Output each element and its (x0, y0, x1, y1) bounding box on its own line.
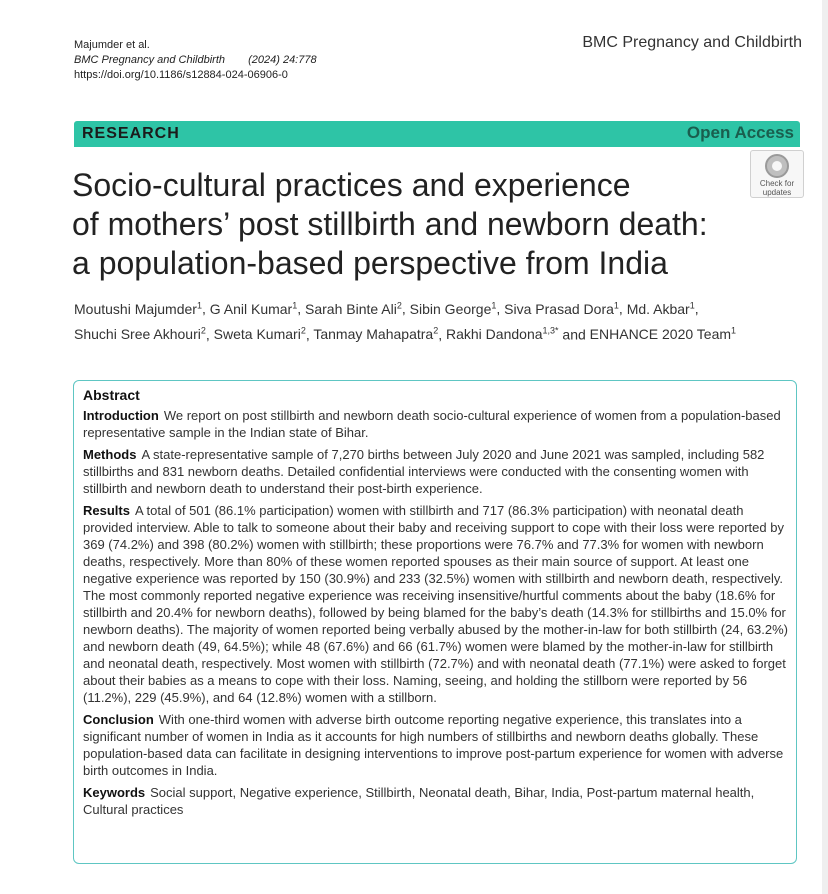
author-label: G Anil Kumar (209, 300, 293, 317)
check-badge-text: updates (762, 188, 792, 197)
affiliation-marker: 1 (491, 300, 497, 310)
author-label: Shuchi Sree Akhouri (74, 326, 201, 343)
section-text: A state-representative sample of 7,270 births between July 2020 and June 2021 was sampled, including 582 stillbirths and 831 newborn deaths. Detailed confidential interviews were conducted with the consenting women with stillbirth and newborn death to understand their post-birth experience. (83, 447, 765, 496)
author-label: ENHANCE 2020 Team (589, 326, 732, 343)
article-type: RESEARCH (82, 125, 180, 142)
open-access-label: Open Access (686, 123, 794, 142)
affiliation-marker: 2 (396, 300, 402, 310)
check-updates-icon (765, 154, 789, 178)
doi-link[interactable]: https://doi.org/10.1186/s12884-024-06906-0 (74, 69, 288, 81)
author-label: Tanmay Mahapatra (313, 326, 434, 343)
author-label: Sibin George (409, 300, 492, 317)
section-text: Social support, Negative experience, Stillbirth, Neonatal death, Bihar, India, Post-partum maternal health, Cultural practices (83, 785, 755, 817)
author-name[interactable] (74, 326, 206, 342)
section-label: Introduction (83, 408, 159, 423)
author-name[interactable] (74, 301, 202, 317)
author-name[interactable] (210, 301, 298, 317)
journal-citation (74, 53, 317, 68)
check-badge-text: Check for (759, 179, 795, 188)
section-text: With one-third women with adverse birth outcome reporting negative experience, this translates into a significant number of women in India as it accounts for high numbers of stillbirths and newborn deaths globally. These population-based data can facilitate in designing interventions to improve post-partum experience for women with adverse birth outcomes in India. (83, 712, 784, 778)
author-name[interactable] (214, 326, 306, 342)
section-label: Conclusion (83, 712, 154, 727)
affiliation-marker: 1 (613, 300, 619, 310)
abstract-methods (83, 446, 788, 497)
abstract-heading: Abstract (83, 387, 140, 403)
abstract-keywords (83, 784, 788, 818)
abstract-conclusion (83, 711, 788, 779)
author-label: Md. Akbar (626, 300, 690, 317)
affiliation-marker: 2 (433, 325, 439, 336)
abstract-box (73, 380, 797, 864)
section-label: Keywords (83, 785, 146, 800)
section-label: Results (83, 503, 130, 518)
author-name[interactable] (313, 326, 438, 342)
affiliation-marker: 2 (300, 325, 306, 336)
author-label: Sweta Kumari (213, 326, 301, 343)
abstract-introduction (83, 407, 788, 441)
affiliation-marker: 1 (731, 325, 737, 336)
abstract-results (83, 502, 788, 706)
affiliation-marker: 2 (200, 325, 206, 336)
research-banner (74, 121, 800, 147)
author-label: Moutushi Majumder (74, 300, 197, 317)
check-for-updates-button[interactable] (750, 150, 804, 198)
author-name[interactable] (446, 326, 559, 342)
title-line: of mothers’ post stillbirth and newborn death: (72, 206, 708, 242)
page-edge (822, 0, 828, 894)
section-label: Methods (83, 447, 137, 462)
author-name[interactable] (410, 301, 497, 317)
journal-name: BMC Pregnancy and Childbirth (74, 54, 226, 66)
year-volume: (2024) 24:778 (248, 54, 317, 66)
author-name[interactable] (305, 301, 402, 317)
section-text: A total of 501 (86.1% participation) women with stillbirth and 717 (86.3% participation) with neonatal death provided interview. Able to talk to someone about their baby and receiving support to cope with their loss were reported by 369 (74.2%) and 398 (80.2%) women with stillbirth; these proportions were 76.7% and 77.3% for women with newborn deaths, respectively. More than 80% of these women reported spouses as their main source of support. At least one negative experience was reported by 150 (30.9%) and 233 (32.5%) women with stillbirth and newborn death, respectively. The most commonly reported negative experience was receiving insensitive/hurtful comments about the baby (18.6% for stillbirth and 20.4% for newborn deaths), followed by being blamed for the baby’s death (14.3% for stillbirths and 15.0% for newborn deaths). The majority of women reported being verbally abused by the mother-in-law for both stillbirth (24, 63.2%) and newborn death (49, 64.5%); while 48 (67.6%) and 66 (61.7%) women were blamed by the mother-in-law for stillbirth and neonatal death, respectively. Most women with stillbirth (72.7%) and with neonatal death (77.1%) were asked to forget about their babies as a means to cope with their loss. Naming, seeing, and holding the stillborn were reported by 56 (11.2%), 229 (45.9%), and 64 (12.8%) women with a stillborn. (83, 503, 789, 705)
title-line: Socio-cultural practices and experience (72, 167, 631, 203)
affiliation-marker: 1 (292, 300, 298, 310)
author-label: Siva Prasad Dora (504, 300, 614, 317)
article-meta (74, 38, 317, 83)
affiliation-marker: 1,3* (542, 325, 559, 336)
article-title (72, 166, 772, 283)
title-line: a population-based perspective from India (72, 245, 668, 281)
author-label: Rakhi Dandona (446, 326, 543, 343)
journal-brand: BMC Pregnancy and Childbirth (582, 34, 802, 51)
section-text: We report on post stillbirth and newborn death socio-cultural experience of women from a population-based representative sample in the Indian state of Bihar. (83, 408, 781, 440)
author-name[interactable] (627, 301, 695, 317)
affiliation-marker: 1 (196, 300, 202, 310)
author-label: Sarah Binte Ali (305, 300, 397, 317)
author-name[interactable] (590, 326, 736, 342)
short-authors: Majumder et al. (74, 39, 150, 51)
affiliation-marker: 1 (689, 300, 695, 310)
author-list: Moutushi Majumder$^1$, G Anil Kumar$^1$, Sarah Binte Ali$^2$, Sibin George$^1$, Siva Prasad Dora$^1$, Md. Akbar$^1$, Shuchi Sree Akhouri$^2$, Sweta Kumari$^2$, Tanmay Mahapatra$^2$, Rakhi Dandona$^{1,3*}$ and ENHANCE 2020 Team$^1$ (74, 300, 737, 343)
author-name[interactable] (504, 301, 619, 317)
